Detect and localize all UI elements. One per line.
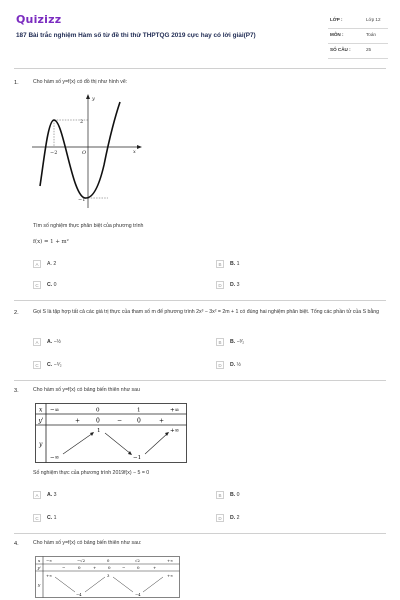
option-letter-box: D [216, 361, 224, 369]
question-number: 3. [14, 388, 19, 394]
option-label: A. 3 [47, 491, 57, 498]
derivative-sign: + [75, 417, 81, 425]
y-axis-label: y [92, 96, 95, 102]
derivative-sign: − [122, 565, 126, 570]
option-letter-box: D [216, 514, 224, 522]
x-value: −∞ [46, 558, 53, 563]
y-value: +∞ [46, 573, 53, 578]
meta-value: Toán [366, 32, 376, 37]
question-text: Cho hàm số y=f(x) có bảng biến thiên như sau [33, 387, 140, 393]
question-text: Cho hàm số y=f(x) có bảng biến thiên như sau: [33, 540, 142, 546]
option-letter-box: A [33, 338, 41, 346]
header-divider [14, 68, 386, 69]
x-value: −√2 [77, 558, 86, 563]
y-value: −4 [135, 592, 141, 597]
question-divider [14, 300, 386, 301]
derivative-sign: 0 [137, 417, 141, 425]
option-letter-box: C [33, 361, 41, 369]
derivative-sign: − [62, 565, 66, 570]
question-text: Cho hàm số y=f(x) có đồ thị như hình vẽ: [33, 79, 128, 85]
y-value: 3 [107, 573, 110, 578]
option-label: C. 1 [47, 514, 57, 521]
x-value: −∞ [50, 407, 60, 414]
variation-table [35, 556, 180, 598]
y-axis-arrow [86, 94, 90, 99]
question-text-after: Số nghiệm thực của phương trình 2019f(x) − 5 = 0 [33, 470, 150, 476]
question-text-after: Tìm số nghiệm thực phân biệt của phương trình [33, 223, 144, 229]
x-axis-arrow [137, 145, 142, 149]
question-text: Gọi S là tập hợp tất cả các giá trị thực của tham số m để phương trình 2x³ − 3x² = 2m + 1 có đúng hai nghiệm phân biệt. Tổng các phần tử của S bằng [33, 309, 380, 315]
option-letter-box: B [216, 491, 224, 499]
row-label-yprime: y' [38, 417, 44, 425]
option-label: A. 2 [47, 260, 57, 267]
option-letter-box: A [33, 260, 41, 268]
derivative-sign: + [159, 417, 165, 425]
question-equation: f(x) = 1 + m² [33, 239, 69, 245]
y-value: −4 [76, 592, 82, 597]
meta-row-subject [328, 29, 388, 44]
meta-row-count [328, 44, 388, 59]
option-letter-box: D [216, 281, 224, 289]
row-label-yprime: y' [37, 565, 41, 570]
option-label: D. 2 [230, 514, 240, 521]
option-label: B. 0 [230, 491, 240, 498]
meta-value: Lớp 12 [366, 17, 381, 22]
x-value: 1 [137, 407, 141, 414]
y-value: −∞ [50, 455, 60, 461]
label-two: 2 [80, 119, 84, 125]
question-number: 1. [14, 80, 19, 86]
derivative-sign: + [153, 565, 157, 570]
meta-value: 25 [366, 47, 372, 52]
meta-key: LỚP : [330, 17, 343, 22]
row-label-x: x [38, 558, 41, 563]
row-label-x: x [39, 406, 43, 414]
function-graph [28, 90, 148, 212]
meta-row-class [328, 14, 388, 29]
question-divider [14, 380, 386, 381]
meta-key: MÔN : [330, 32, 344, 37]
option-label: A. −½ [47, 338, 61, 345]
label-minus-one: −1 [78, 197, 86, 203]
option-label: D. ½ [230, 361, 241, 368]
quizizz-logo: Quizizz [16, 13, 62, 26]
document-title: 187 Bài trắc nghiệm Hàm số từ đề thi thử THPTQG 2019 cực hay có lời giải(P7) [16, 32, 256, 39]
variation-table [35, 403, 187, 463]
y-value: +∞ [167, 573, 174, 578]
derivative-sign: − [117, 417, 123, 425]
origin-label: O [82, 150, 87, 156]
x-value: √2 [135, 558, 140, 563]
option-label: D. 3 [230, 281, 240, 288]
derivative-sign: 0 [137, 565, 140, 570]
option-label: C. −⁵⁄₂ [47, 361, 62, 368]
meta-panel [328, 14, 388, 59]
question-number: 2. [14, 310, 19, 316]
option-letter-box: B [216, 260, 224, 268]
row-label-y: y [38, 582, 41, 587]
x-axis-label: x [133, 149, 136, 155]
option-label: B. −³⁄₂ [230, 338, 245, 345]
x-value: 0 [96, 407, 100, 414]
option-letter-box: C [33, 514, 41, 522]
y-value: 1 [97, 428, 101, 434]
y-value: +∞ [170, 428, 180, 434]
x-value: +∞ [167, 558, 174, 563]
option-letter-box: B [216, 338, 224, 346]
question-number: 4. [14, 541, 19, 547]
x-value: 0 [107, 558, 110, 563]
x-value: +∞ [170, 407, 180, 414]
option-letter-box: C [33, 281, 41, 289]
row-label-y: y [39, 441, 43, 448]
meta-key: SỐ CÂU : [330, 47, 351, 52]
option-label: C. 0 [47, 281, 57, 288]
derivative-sign: 0 [78, 565, 81, 570]
derivative-sign: 0 [96, 417, 100, 425]
option-letter-box: A [33, 491, 41, 499]
derivative-sign: 0 [108, 565, 111, 570]
y-value: −1 [133, 455, 142, 461]
option-label: B. 1 [230, 260, 240, 267]
derivative-sign: + [93, 565, 97, 570]
label-minus-two: −2 [50, 150, 58, 156]
question-divider [14, 533, 386, 534]
